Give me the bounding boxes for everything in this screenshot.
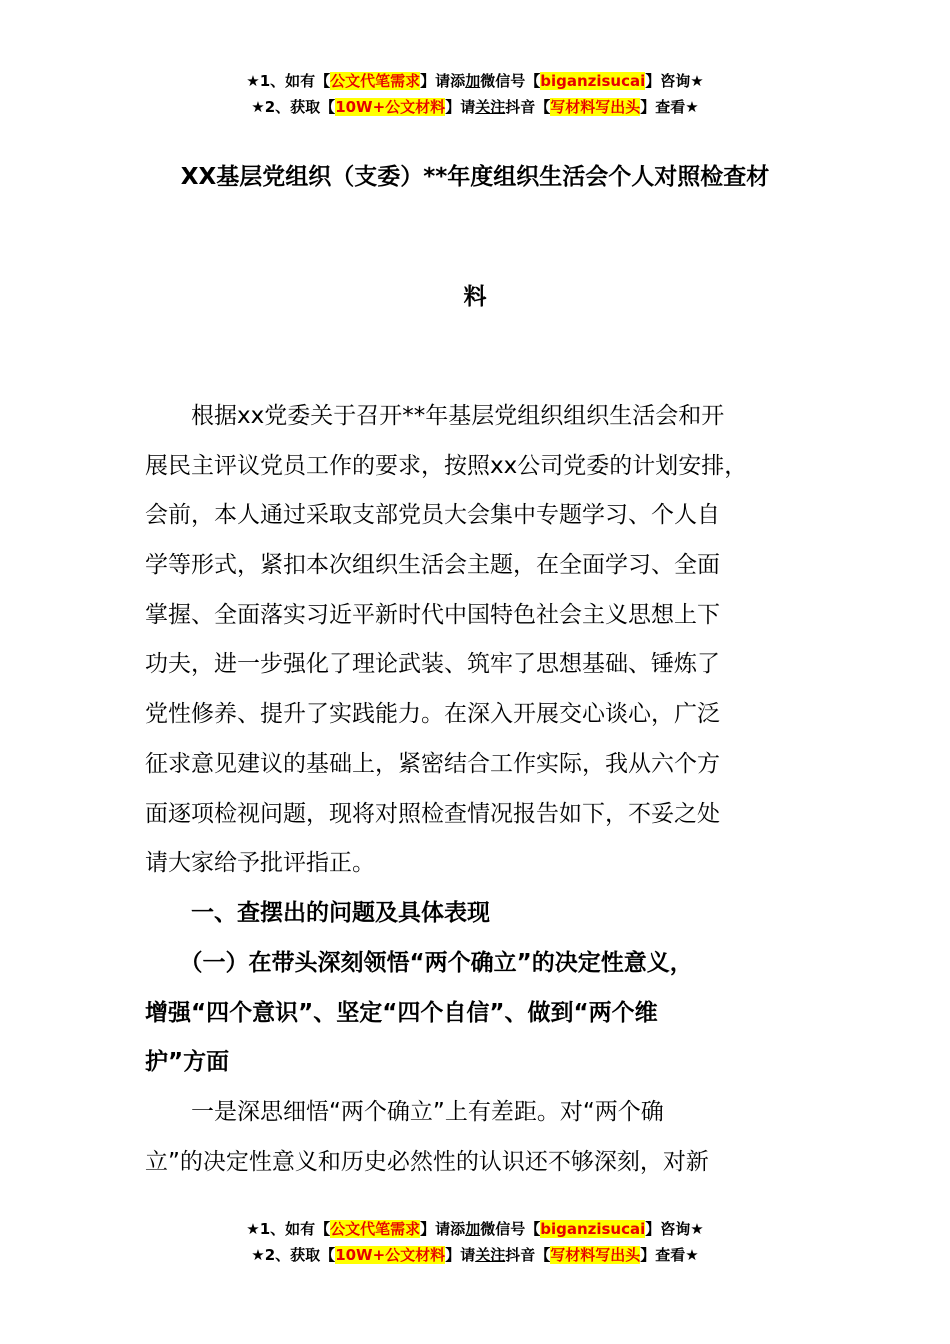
banner-text: ★1、如有【 — [246, 72, 331, 90]
subsection-heading-line: 护”方面 — [145, 1049, 230, 1076]
banner-line-2 — [0, 1242, 950, 1268]
section-heading-text: 一、查摆出的问题及具体表现 — [145, 900, 490, 926]
paragraph-line: 根据xx党委关于召开**年基层党组织组织生活会和开 — [145, 403, 725, 429]
banner-highlight: biganzisucai — [540, 72, 646, 90]
banner-highlight: 公文代笔需求 — [330, 72, 421, 90]
banner-text: 微信号【 — [480, 1220, 541, 1238]
intro-paragraph — [145, 392, 810, 889]
paragraph-line: 会前，本人通过采取支部党员大会集中专题学习、个人自 — [145, 502, 720, 529]
banner-highlight: 写材料写出头 — [550, 98, 641, 116]
banner-underlined-text: 关注 — [475, 1246, 506, 1264]
paragraph-line: 面逐项检视问题，现将对照检查情况报告如下，不妥之处 — [145, 800, 720, 827]
banner-highlight: 写材料写出头 — [550, 1246, 641, 1264]
paragraph-line: 请大家给予批评指正。 — [145, 850, 375, 877]
problem-paragraph — [145, 1088, 810, 1187]
banner-text: 】请 — [445, 1246, 476, 1264]
banner-underlined-text: 加 — [465, 1220, 481, 1238]
paragraph-line: 学等形式，紧扣本次组织生活会主题，在全面学习、全面 — [145, 552, 720, 579]
banner-text: ★1、如有【 — [246, 1220, 331, 1238]
banner-line-1 — [0, 68, 950, 94]
subsection-heading-line: 增强“四个意识”、坚定“四个自信”、做到“两个维 — [145, 999, 658, 1026]
banner-text: 】咨询★ — [645, 72, 704, 90]
subsection-heading — [145, 939, 810, 1088]
paragraph-line: 立”的决定性意义和历史必然性的认识还不够深刻，对新 — [145, 1148, 709, 1175]
banner-text: 】查看★ — [640, 1246, 699, 1264]
subsection-heading-line: （一）在带头深刻领悟“两个确立”的决定性意义， — [145, 950, 693, 976]
document-title-line-2: 料 — [463, 284, 487, 310]
banner-text: 】查看★ — [640, 98, 699, 116]
banner-text: ★2、获取【 — [251, 98, 336, 116]
banner-text: 】请添 — [420, 1220, 466, 1238]
paragraph-line: 功夫，进一步强化了理论武装、筑牢了思想基础、锤炼了 — [145, 651, 720, 678]
paragraph-line: 一是深思细悟“两个确立”上有差距。对“两个确 — [145, 1099, 664, 1125]
banner-line-2 — [0, 94, 950, 120]
banner-text: 】请 — [445, 98, 476, 116]
banner-text: 微信号【 — [480, 72, 541, 90]
banner-underlined-text: 关注 — [475, 98, 506, 116]
paragraph-line: 展民主评议党员工作的要求，按照xx公司党委的计划安排， — [145, 452, 748, 479]
banner-highlight: biganzisucai — [540, 1220, 646, 1238]
banner-text: 】咨询★ — [645, 1220, 704, 1238]
document-title-line-1: XX基层党组织（支委）**年度组织生活会个人对照检查材 — [180, 164, 770, 190]
banner-highlight: 10W+公文材料 — [335, 98, 446, 116]
paragraph-line: 掌握、全面落实习近平新时代中国特色社会主义思想上下 — [145, 601, 720, 628]
banner-line-1 — [0, 1216, 950, 1242]
header-banner — [0, 68, 950, 120]
paragraph-line: 党性修养、提升了实践能力。在深入开展交心谈心，广泛 — [145, 701, 720, 728]
banner-highlight: 10W+公文材料 — [335, 1246, 446, 1264]
banner-text: 抖音【 — [505, 98, 551, 116]
section-heading — [145, 889, 810, 939]
banner-text: 抖音【 — [505, 1246, 551, 1264]
banner-underlined-text: 加 — [465, 72, 481, 90]
banner-text: ★2、获取【 — [251, 1246, 336, 1264]
banner-highlight: 公文代笔需求 — [330, 1220, 421, 1238]
footer-banner — [0, 1216, 950, 1268]
paragraph-line: 征求意见建议的基础上，紧密结合工作实际，我从六个方 — [145, 750, 720, 777]
banner-text: 】请添 — [420, 72, 466, 90]
